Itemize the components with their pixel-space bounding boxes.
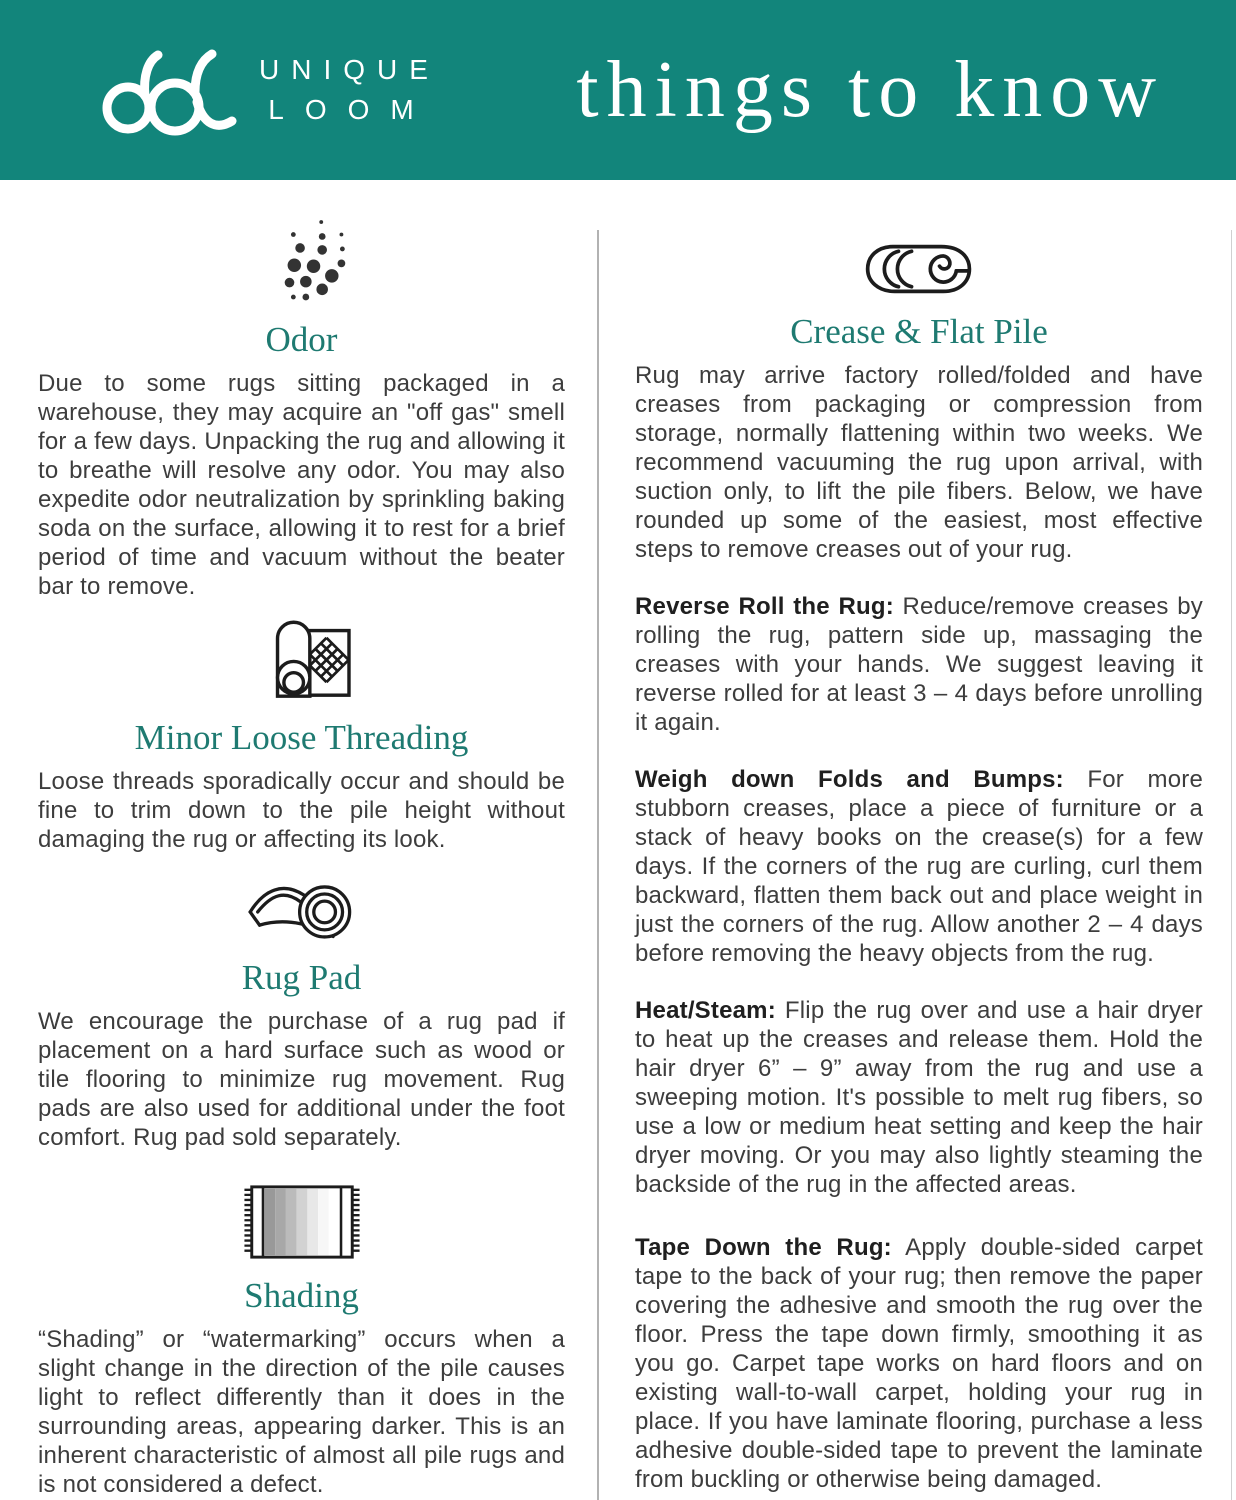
tip-reverse-roll-text: Reduce/remove creases by rolling the rug, pattern side up, massaging the creases with your hands. We suggest leaving it reverse rolled for at least 3 – 4 days before unrolling it again. — [635, 593, 1203, 736]
tip-reverse-roll — [635, 592, 1203, 737]
tip-tape-down — [635, 1233, 1203, 1494]
threading-icon-wrap — [38, 611, 565, 704]
rug-pad-roll-icon — [243, 878, 361, 944]
crease-icon-wrap — [635, 240, 1203, 298]
right-edge-line — [1231, 230, 1232, 1500]
section-body-odor: Due to some rugs sitting packaged in a warehouse, they may acquire an "off gas" smell for a few days. Unpacking the rug and allowing it to breathe will resolve any odor. You may also expedite odor neutralization by sprinkling baking soda on the surface, allowing it to rest for a brief period of time and vacuum without the beater bar to remove. — [38, 370, 565, 600]
brand-logo — [98, 42, 439, 138]
section-body-rug-pad: We encourage the purchase of a rug pad if placement on a hard surface such as wood or tile flooring to minimize rug movement. Rug pads are also used for additional under the foot comfort. Rug pad sold separately. — [38, 1008, 565, 1151]
page-title: things to know — [576, 45, 1164, 134]
section-rug-pad — [38, 878, 565, 1152]
unique-loom-logo-icon — [98, 48, 238, 138]
shading-icon-wrap — [38, 1182, 565, 1262]
section-odor — [38, 214, 565, 601]
section-heading-odor: Odor — [265, 320, 338, 359]
tip-heat-steam — [635, 996, 1203, 1199]
rolled-rug-spiral-icon — [863, 240, 975, 298]
rolled-rug-threads-icon — [248, 611, 356, 704]
tip-tape-down-text: Apply double-sided carpet tape to the back of your rug; then remove the paper covering the adhesive and smooth the rug over the floor. Press the tape down firmly, smoothing it as you go. Carpet tape works on hard floors and on existing wall-to-wall carpet, holding your rug in place. If you have laminate flooring, purchase a less adhesive double-sided tape to prevent the laminate from buckling or otherwise being damaged. — [635, 1234, 1203, 1493]
header-banner — [0, 0, 1236, 180]
brand-name — [254, 54, 439, 126]
section-intro-crease: Rug may arrive factory rolled/folded and have creases from packaging or compression from storage, normally flattening within two weeks. We recommend vacuuming the rug upon arrival, with suction only, to lift the pile fibers. Below, we have rounded up some of the easiest, most effective steps to remove creases out of your rug. — [635, 362, 1203, 563]
left-column — [38, 180, 565, 1499]
odor-sprinkle-icon — [252, 214, 352, 306]
column-divider — [597, 230, 599, 1500]
brand-word-unique: UNIQUE — [259, 54, 440, 85]
tip-weigh-down-text: For more stubborn creases, place a piece of furniture or a stack of heavy books on the crease(s) for a few days. If the corners of the rug are curling, curl them backward, flatten them back out and place weight in just the corners of the rug. Allow another 2 – 4 days before removing the heavy objects from the rug. — [635, 766, 1203, 967]
section-body-shading: “Shading” or “watermarking” occurs when a slight change in the direction of the pile causes light to reflect differently than it does in the surrounding areas, appearing darker. This is an inherent characteristic of almost all pile rugs and is not considered a defect. — [38, 1326, 565, 1498]
shaded-rug-icon — [240, 1182, 364, 1262]
right-column — [635, 180, 1203, 1494]
tip-weigh-down — [635, 765, 1203, 968]
tip-reverse-roll-label: Reverse Roll the Rug: — [635, 593, 894, 620]
section-minor-loose-threading — [38, 611, 565, 854]
tip-weigh-down-label: Weigh down Folds and Bumps: — [635, 766, 1064, 793]
tip-heat-steam-text: Flip the rug over and use a hair dryer to heat up the creases and release them. Hold the hair dryer 6” – 9” away from the rug and use a sweeping motion. It's possible to melt rug fibers, so use a low or medium heat setting and keep the hair dryer moving. Or you may also lightly steaming the backside of the rug in the affected areas. — [635, 997, 1203, 1198]
odor-icon-wrap — [38, 214, 565, 306]
tip-heat-steam-label: Heat/Steam: — [635, 997, 776, 1024]
brand-word-loom: LOOM — [268, 94, 435, 125]
section-body-threading: Loose threads sporadically occur and should be fine to trim down to the pile height without damaging the rug or affecting its look. — [38, 768, 565, 853]
section-heading-rug-pad: Rug Pad — [241, 958, 362, 997]
section-shading — [38, 1182, 565, 1499]
tip-tape-down-label: Tape Down the Rug: — [635, 1234, 892, 1261]
rug-pad-icon-wrap — [38, 878, 565, 944]
section-heading-shading: Shading — [244, 1276, 359, 1315]
section-heading-crease: Crease & Flat Pile — [790, 312, 1048, 351]
section-crease-flat-pile — [635, 240, 1203, 1494]
section-heading-threading: Minor Loose Threading — [134, 718, 469, 757]
